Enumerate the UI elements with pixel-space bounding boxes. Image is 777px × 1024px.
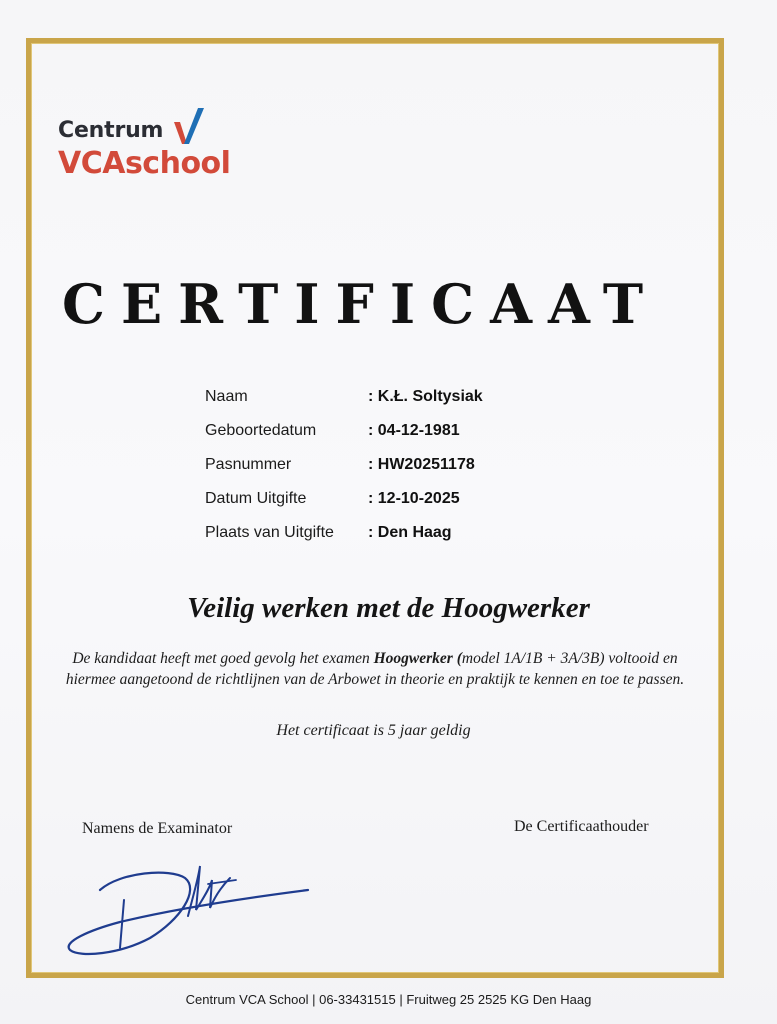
certificate-description bbox=[55, 648, 695, 690]
detail-value: : 04-12-1981 bbox=[368, 422, 460, 439]
validity-statement: Het certificaat is 5 jaar geldig bbox=[276, 722, 471, 739]
footer-contact: Centrum VCA School | 06-33431515 | Fruitweg 25 2525 KG Den Haag bbox=[185, 992, 592, 1007]
centrum-vca-logo bbox=[58, 100, 258, 190]
detail-label: Naam bbox=[205, 388, 248, 405]
holder-signature-label: De Certificaathouder bbox=[514, 818, 649, 835]
course-title: Veilig werken met de Hoogwerker bbox=[187, 592, 590, 624]
check-mark-logo-icon bbox=[170, 104, 206, 148]
detail-value: : Den Haag bbox=[368, 524, 452, 541]
examiner-signature-label: Namens de Examinator bbox=[82, 820, 233, 837]
detail-label: Datum Uitgifte bbox=[205, 490, 307, 507]
description-exam-name: Hoogwerker ( bbox=[373, 650, 462, 667]
logo-text-centrum: Centrum bbox=[58, 118, 164, 143]
description-text-rest: model 1A/1B + 3A/3B) voltooid en hiermee aangetoond de richtlijnen van de Arbowet in theorie en praktijk te kennen en toe te passen. bbox=[65, 650, 685, 688]
examiner-signature bbox=[60, 850, 320, 960]
detail-row-issue-place bbox=[205, 524, 605, 558]
detail-value: : K.Ł. Soltysiak bbox=[368, 388, 483, 405]
detail-row-pass-number bbox=[205, 456, 605, 490]
detail-label: Pasnummer bbox=[205, 456, 292, 473]
detail-label: Geboortedatum bbox=[205, 422, 317, 439]
detail-row-birthdate bbox=[205, 422, 605, 456]
logo-text-vcaschool: VCAschool bbox=[58, 146, 231, 181]
detail-value: : HW20251178 bbox=[368, 456, 475, 473]
detail-value: : 12-10-2025 bbox=[368, 490, 460, 507]
detail-row-name bbox=[205, 388, 605, 422]
holder-details bbox=[205, 388, 605, 558]
detail-label: Plaats van Uitgifte bbox=[205, 524, 334, 541]
certificate-title: CERTIFICAAT bbox=[62, 272, 660, 336]
detail-row-issue-date bbox=[205, 490, 605, 524]
description-text: De kandidaat heeft met goed gevolg het examen bbox=[72, 650, 374, 667]
